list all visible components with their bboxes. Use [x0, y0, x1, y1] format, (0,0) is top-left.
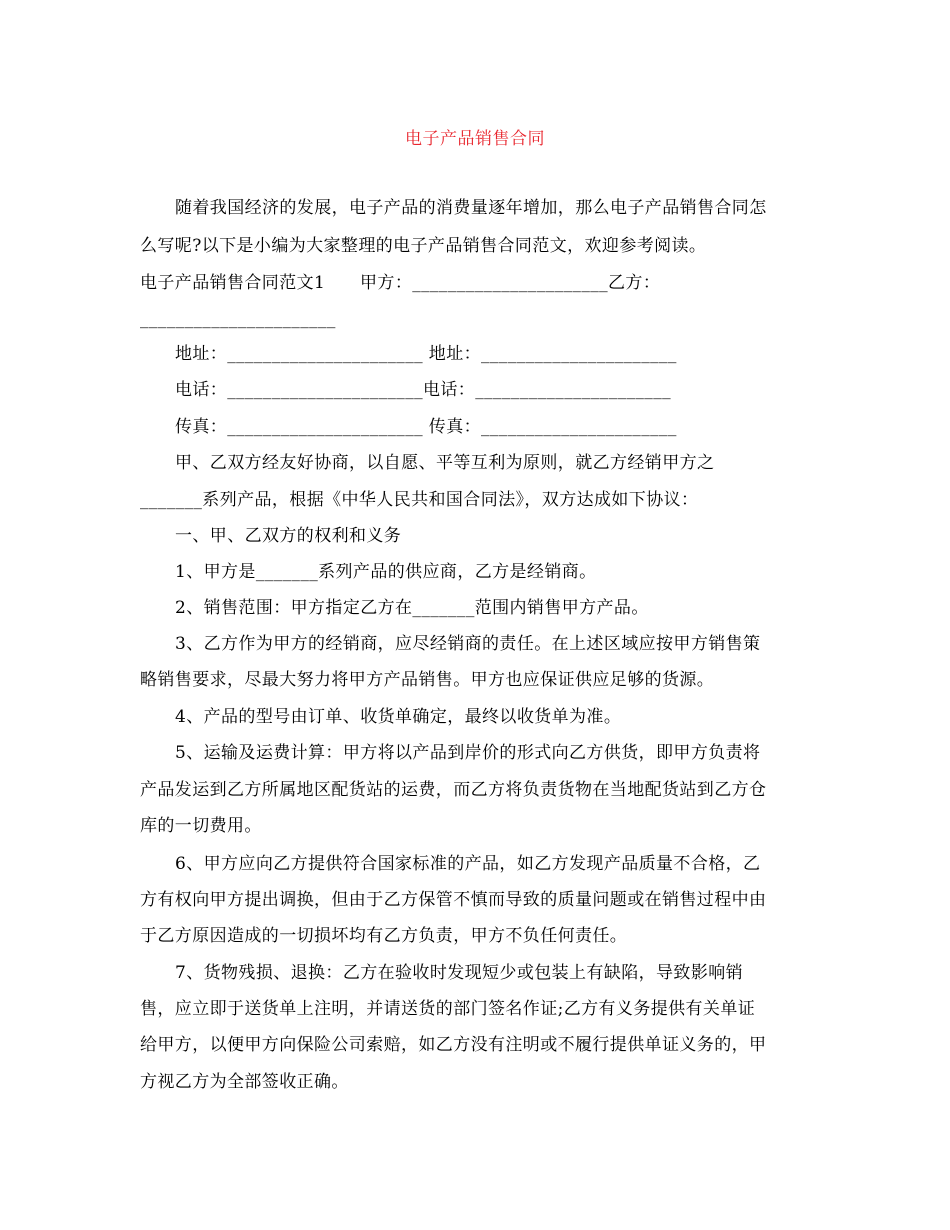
- body-line: _______系列产品，根据《中华人民共和国合同法》，双方达成如下协议：: [140, 490, 699, 510]
- clause-line: 5、运输及运费计算：甲方将以产品到岸价的形式向乙方供货，即甲方负责将: [175, 743, 761, 763]
- clause-line: 方有权向甲方提出调换，但由于乙方保管不慎而导致的质量问题或在销售过程中由: [140, 890, 767, 910]
- section-heading: 一、甲、乙双方的权利和义务: [175, 526, 402, 546]
- clause-line: 3、乙方作为甲方的经销商，应尽经销商的责任。在上述区域应按甲方销售策: [175, 634, 761, 654]
- sample-heading-line: 电子产品销售合同范文1 甲方：______________________乙方：: [140, 273, 661, 293]
- clause-line: 4、产品的型号由订单、收货单确定，最终以收货单为准。: [175, 707, 622, 727]
- clause-line: 产品发运到乙方所属地区配货站的运费，而乙方将负责货物在当地配货站到乙方仓: [140, 780, 767, 800]
- address-line: 地址：______________________ 地址：______________________: [175, 344, 677, 364]
- fax-line: 传真：______________________ 传真：______________________: [175, 417, 677, 437]
- body-line: 甲、乙双方经友好协商，以自愿、平等互利为原则，就乙方经销甲方之: [175, 453, 715, 473]
- clause-line: 1、甲方是_______系列产品的供应商，乙方是经销商。: [175, 562, 597, 582]
- intro-line: 随着我国经济的发展，电子产品的消费量逐年增加，那么电子产品销售合同怎: [175, 198, 767, 218]
- phone-line: 电话：______________________电话：______________________: [175, 380, 671, 400]
- clause-line: 售，应立即于送货单上注明，并请送货的部门签名作证;乙方有义务提供有关单证: [140, 999, 756, 1019]
- clause-line: 6、甲方应向乙方提供符合国家标准的产品，如乙方发现产品质量不合格，乙: [175, 854, 761, 874]
- party-b-blank: ______________________: [140, 309, 336, 329]
- document-title: 电子产品销售合同: [405, 129, 545, 149]
- clause-line: 库的一切费用。: [140, 816, 262, 836]
- clause-line: 7、货物残损、退换：乙方在验收时发现短少或包装上有缺陷，导致影响销: [175, 963, 744, 983]
- clause-line: 给甲方，以便甲方向保险公司索赔，如乙方没有注明或不履行提供单证义务的，甲: [140, 1035, 767, 1055]
- intro-line: 么写呢?以下是小编为大家整理的电子产品销售合同范文，欢迎参考阅读。: [140, 236, 707, 256]
- clause-line: 于乙方原因造成的一切损坏均有乙方负责，甲方不负任何责任。: [140, 926, 628, 946]
- clause-line: 略销售要求，尽最大努力将甲方产品销售。甲方也应保证供应足够的货源。: [140, 670, 715, 690]
- clause-line: 方视乙方为全部签收正确。: [140, 1072, 349, 1092]
- clause-line: 2、销售范围：甲方指定乙方在_______范围内销售甲方产品。: [175, 598, 649, 618]
